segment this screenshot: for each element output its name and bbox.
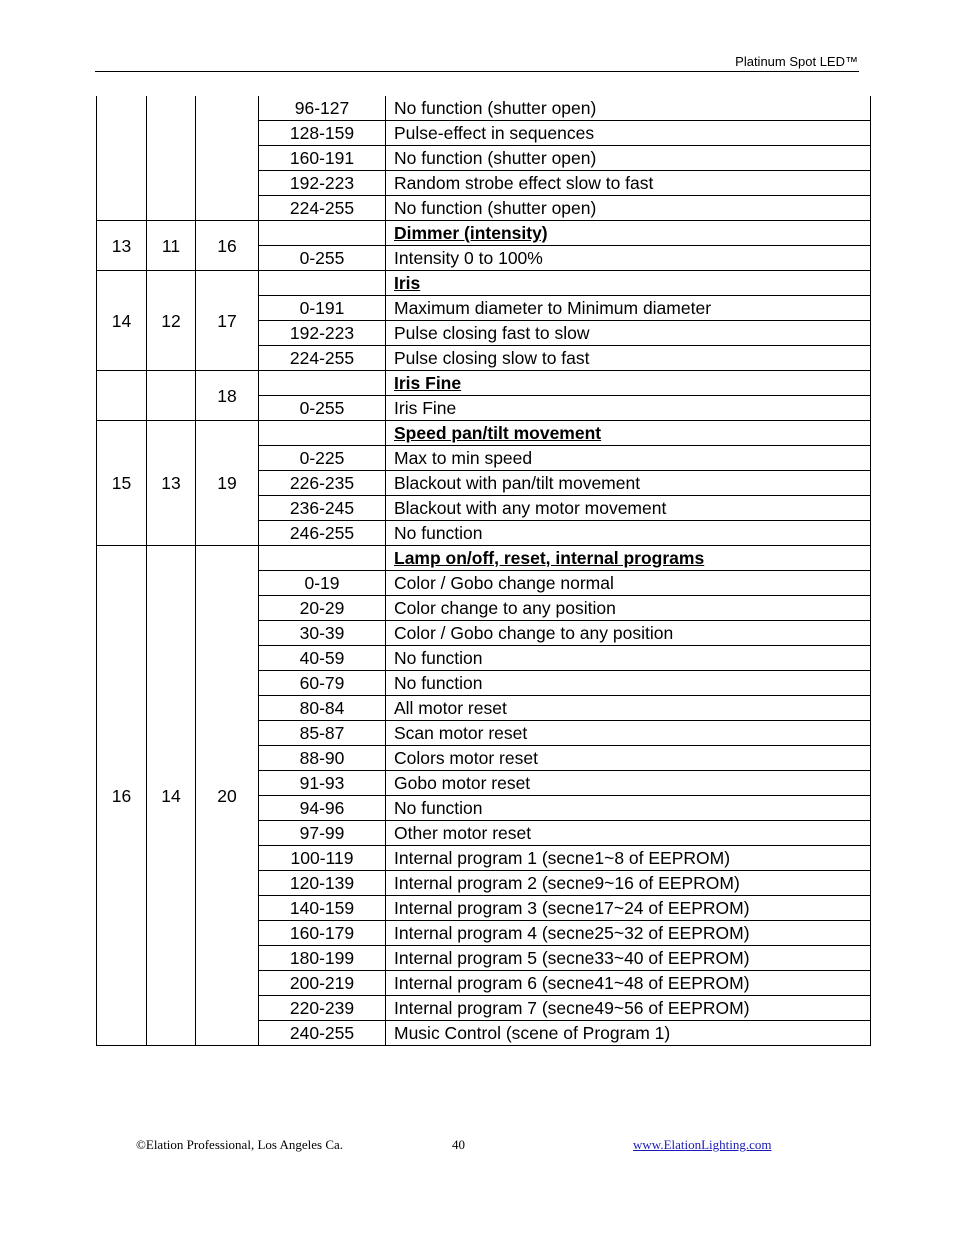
channel-cell-empty [97,96,147,221]
dmx-value-cell: 30-39 [259,621,386,646]
dmx-value-cell: 88-90 [259,746,386,771]
dmx-value-cell: 0-225 [259,446,386,471]
dmx-value-cell: 0-19 [259,571,386,596]
dmx-value-cell: 40-59 [259,646,386,671]
dmx-value-cell: 0-255 [259,246,386,271]
function-cell: Maximum diameter to Minimum diameter [386,296,871,321]
function-cell: Music Control (scene of Program 1) [386,1021,871,1046]
function-cell: Internal program 5 (secne33~40 of EEPROM) [386,946,871,971]
dmx-value-cell: 246-255 [259,521,386,546]
function-cell: Color / Gobo change normal [386,571,871,596]
function-cell: Color / Gobo change to any position [386,621,871,646]
dmx-value-cell: 120-139 [259,871,386,896]
channel-mode-a-cell: 13 [97,221,147,271]
dmx-value-cell-empty [259,546,386,571]
channel-cell-empty [147,96,196,221]
function-cell: Pulse closing fast to slow [386,321,871,346]
function-cell: Internal program 2 (secne9~16 of EEPROM) [386,871,871,896]
function-cell: Max to min speed [386,446,871,471]
channel-mode-b-cell: 14 [147,546,196,1046]
function-cell: Blackout with any motor movement [386,496,871,521]
dmx-value-cell: 220-239 [259,996,386,1021]
dmx-value-cell-empty [259,271,386,296]
channel-cell-empty [97,371,147,421]
function-cell: Internal program 7 (secne49~56 of EEPROM) [386,996,871,1021]
channel-mode-c-cell: 17 [196,271,259,371]
table-row [97,221,871,246]
function-cell: Random strobe effect slow to fast [386,171,871,196]
function-cell: Internal program 3 (secne17~24 of EEPROM) [386,896,871,921]
dmx-value-cell: 20-29 [259,596,386,621]
channel-mode-a-cell: 15 [97,421,147,546]
dmx-value-cell: 96-127 [259,96,386,121]
channel-mode-c-cell: 19 [196,421,259,546]
footer-website-link[interactable]: www.ElationLighting.com [633,1137,772,1152]
function-cell: Pulse closing slow to fast [386,346,871,371]
function-cell: No function (shutter open) [386,96,871,121]
function-cell: Iris Fine [386,396,871,421]
dmx-value-cell: 192-223 [259,171,386,196]
channel-mode-a-cell: 16 [97,546,147,1046]
dmx-value-cell: 192-223 [259,321,386,346]
table-row [97,421,871,446]
section-heading-cell: Iris [386,271,871,296]
dmx-value-cell: 100-119 [259,846,386,871]
dmx-value-cell: 128-159 [259,121,386,146]
page-header-title: Platinum Spot LED™ [735,54,858,69]
function-cell: No function [386,521,871,546]
dmx-value-cell: 91-93 [259,771,386,796]
function-cell: Other motor reset [386,821,871,846]
table-row [97,96,871,121]
channel-mode-b-cell: 12 [147,271,196,371]
function-cell: Scan motor reset [386,721,871,746]
channel-mode-c-cell: 18 [196,371,259,421]
function-cell: Intensity 0 to 100% [386,246,871,271]
dmx-value-cell: 85-87 [259,721,386,746]
table-row [97,371,871,396]
dmx-value-cell: 240-255 [259,1021,386,1046]
function-cell: No function [386,796,871,821]
footer-copyright: ©Elation Professional, Los Angeles Ca. [136,1137,344,1152]
dmx-channel-table [96,96,871,1046]
dmx-value-cell: 94-96 [259,796,386,821]
function-cell: No function (shutter open) [386,196,871,221]
function-cell: Pulse-effect in sequences [386,121,871,146]
header-rule [95,71,859,72]
table-row [97,271,871,296]
dmx-value-cell-empty [259,371,386,396]
dmx-value-cell: 80-84 [259,696,386,721]
dmx-value-cell: 160-179 [259,921,386,946]
function-cell: Internal program 6 (secne41~48 of EEPROM) [386,971,871,996]
function-cell: Blackout with pan/tilt movement [386,471,871,496]
table-row [97,546,871,571]
dmx-value-cell: 97-99 [259,821,386,846]
function-cell: Colors motor reset [386,746,871,771]
function-cell: Gobo motor reset [386,771,871,796]
function-cell: Internal program 4 (secne25~32 of EEPROM) [386,921,871,946]
dmx-value-cell: 160-191 [259,146,386,171]
dmx-value-cell: 180-199 [259,946,386,971]
dmx-value-cell: 236-245 [259,496,386,521]
function-cell: No function [386,671,871,696]
dmx-value-cell: 140-159 [259,896,386,921]
dmx-value-cell: 226-235 [259,471,386,496]
dmx-value-cell: 60-79 [259,671,386,696]
channel-mode-c-cell: 16 [196,221,259,271]
channel-cell-empty [196,96,259,221]
section-heading-cell: Iris Fine [386,371,871,396]
channel-cell-empty [147,371,196,421]
section-heading-cell: Speed pan/tilt movement [386,421,871,446]
function-cell: Internal program 1 (secne1~8 of EEPROM) [386,846,871,871]
channel-mode-a-cell: 14 [97,271,147,371]
dmx-value-cell-empty [259,221,386,246]
dmx-value-cell: 0-255 [259,396,386,421]
dmx-value-cell: 224-255 [259,196,386,221]
channel-mode-b-cell: 11 [147,221,196,271]
dmx-value-cell: 200-219 [259,971,386,996]
section-heading-cell: Dimmer (intensity) [386,221,871,246]
dmx-value-cell: 0-191 [259,296,386,321]
function-cell: Color change to any position [386,596,871,621]
function-cell: No function [386,646,871,671]
function-cell: No function (shutter open) [386,146,871,171]
channel-mode-c-cell: 20 [196,546,259,1046]
section-heading-cell: Lamp on/off, reset, internal programs [386,546,871,571]
footer-page-number: 40 [452,1137,465,1152]
channel-mode-b-cell: 13 [147,421,196,546]
function-cell: All motor reset [386,696,871,721]
dmx-value-cell: 224-255 [259,346,386,371]
dmx-value-cell-empty [259,421,386,446]
